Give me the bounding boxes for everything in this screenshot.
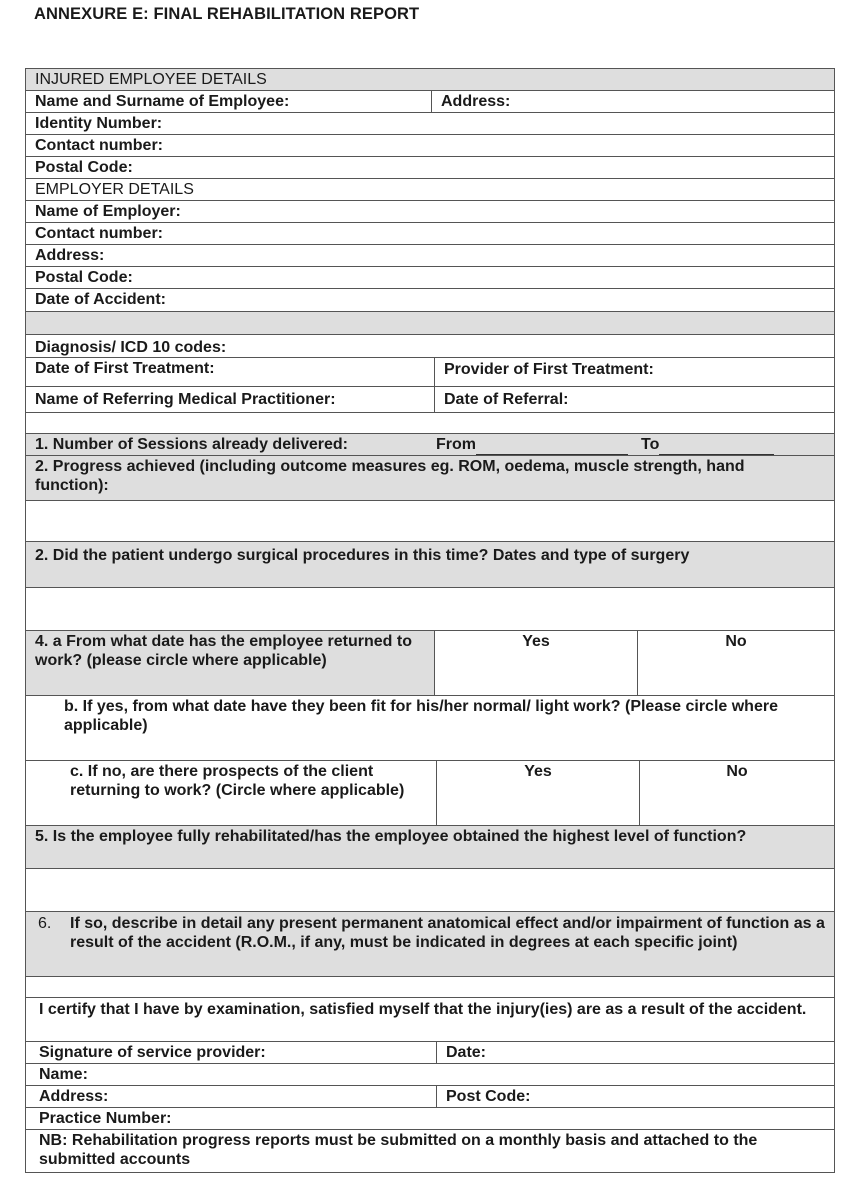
return-to-work-row xyxy=(25,630,835,696)
first-treatment-date-label: Date of First Treatment: xyxy=(35,360,215,377)
employee-name-label: Name and Surname of Employee: xyxy=(35,93,290,110)
employee-id-label: Identity Number: xyxy=(35,115,163,132)
impairment-question-row xyxy=(25,911,835,977)
employee-address-field[interactable] xyxy=(431,91,834,112)
referral-row xyxy=(25,386,835,413)
spacer-row xyxy=(25,311,835,335)
return-yes-label: Yes xyxy=(522,633,550,650)
provider-name-label: Name: xyxy=(39,1066,88,1083)
provider-name-row[interactable] xyxy=(25,1063,835,1086)
progress-question-row xyxy=(25,455,835,501)
nb-row xyxy=(25,1129,835,1173)
employee-id-row[interactable] xyxy=(25,112,835,135)
certification-date-label: Date: xyxy=(446,1044,487,1061)
employee-address-label: Address: xyxy=(441,93,511,110)
signature-field[interactable] xyxy=(26,1042,436,1063)
return-yes-option[interactable] xyxy=(434,631,637,695)
impairment-number: 6. xyxy=(38,915,52,932)
certification-statement: I certify that I have by examination, satisfied myself that the injury(ies) are as a result of the accident. xyxy=(39,1001,807,1018)
surgery-answer-row[interactable] xyxy=(25,587,835,631)
progress-question: 2. Progress achieved (including outcome measures eg. ROM, oedema, muscle strength, hand function): xyxy=(35,458,745,494)
sessions-from-blank[interactable] xyxy=(476,435,628,455)
fit-for-work-question: b. If yes, from what date have they been fit for his/her normal/ light work? (Please circle where applicable) xyxy=(64,698,778,734)
prospects-no-label: No xyxy=(726,763,748,780)
employer-name-row[interactable] xyxy=(25,200,835,223)
sessions-to-blank[interactable] xyxy=(659,435,774,455)
provider-address-field[interactable] xyxy=(26,1086,436,1107)
employer-contact-label: Contact number: xyxy=(35,225,163,242)
employer-postal-label: Postal Code: xyxy=(35,269,133,286)
prospects-row xyxy=(25,760,835,826)
post-code-label: Post Code: xyxy=(446,1088,531,1105)
page-title: ANNEXURE E: FINAL REHABILITATION REPORT xyxy=(34,5,420,23)
employer-address-label: Address: xyxy=(35,247,105,264)
referring-practitioner-field[interactable] xyxy=(26,387,434,412)
progress-answer-row[interactable] xyxy=(25,500,835,542)
referring-practitioner-label: Name of Referring Medical Practitioner: xyxy=(35,391,336,408)
signature-label: Signature of service provider: xyxy=(39,1044,266,1061)
employer-address-row[interactable] xyxy=(25,244,835,267)
return-no-label: No xyxy=(725,633,747,650)
accident-date-label: Date of Accident: xyxy=(35,291,166,308)
certification-row xyxy=(25,997,835,1042)
employer-name-label: Name of Employer: xyxy=(35,203,181,220)
practice-number-label: Practice Number: xyxy=(39,1110,172,1127)
employer-postal-row[interactable] xyxy=(25,266,835,289)
return-to-work-label: 4. a From what date has the employee returned to work? (please circle where applicable) xyxy=(35,633,412,669)
prospects-no-option[interactable] xyxy=(639,761,834,825)
diagnosis-row[interactable] xyxy=(25,334,835,358)
employee-contact-row[interactable] xyxy=(25,134,835,157)
employee-name-field[interactable] xyxy=(26,91,431,112)
sessions-row xyxy=(25,433,835,456)
first-treatment-row xyxy=(25,357,835,387)
impairment-label: If so, describe in detail any present permanent anatomical effect and/or impairment of function as a result of the accident (R.O.M., if any, must be indicated in degrees at each specific joint) xyxy=(70,915,825,951)
referral-date-field[interactable] xyxy=(434,387,834,412)
sessions-to xyxy=(641,435,774,455)
prospects-yes-label: Yes xyxy=(524,763,552,780)
prospects-question: c. If no, are there prospects of the client returning to work? (Circle where applicable) xyxy=(70,763,405,799)
sessions-question xyxy=(26,434,834,455)
employee-postal-label: Postal Code: xyxy=(35,159,133,176)
employer-contact-row[interactable] xyxy=(25,222,835,245)
diagnosis-label: Diagnosis/ ICD 10 codes: xyxy=(35,339,227,356)
rehabilitated-question: 5. Is the employee fully rehabilitated/has the employee obtained the highest level of function? xyxy=(35,828,747,845)
first-treatment-provider-label: Provider of First Treatment: xyxy=(444,361,654,378)
practice-number-row[interactable] xyxy=(25,1107,835,1130)
impairment-answer-row[interactable] xyxy=(25,976,835,998)
employee-contact-label: Contact number: xyxy=(35,137,163,154)
employee-heading-label: INJURED EMPLOYEE DETAILS xyxy=(35,71,267,88)
provider-address-row xyxy=(25,1085,835,1108)
rehabilitated-answer-row[interactable] xyxy=(25,868,835,912)
first-treatment-date-field[interactable] xyxy=(26,358,434,386)
post-code-field[interactable] xyxy=(436,1086,834,1107)
employee-name-row xyxy=(25,90,835,113)
surgery-question: 2. Did the patient undergo surgical procedures in this time? Dates and type of surgery xyxy=(35,547,690,564)
provider-address-label: Address: xyxy=(39,1088,109,1105)
fit-for-work-row[interactable] xyxy=(25,695,835,761)
impairment-question xyxy=(26,912,834,976)
return-no-option[interactable] xyxy=(637,631,834,695)
employee-postal-row[interactable] xyxy=(25,156,835,179)
sessions-from-label: From xyxy=(436,436,476,453)
rehabilitated-question-row xyxy=(25,825,835,869)
sessions-label: 1. Number of Sessions already delivered: xyxy=(35,436,349,453)
first-treatment-provider-field[interactable] xyxy=(434,358,834,386)
blank-row xyxy=(25,412,835,434)
sessions-to-label: To xyxy=(641,436,660,453)
referral-date-label: Date of Referral: xyxy=(444,391,569,408)
employer-section-heading xyxy=(25,178,835,201)
signature-row xyxy=(25,1041,835,1064)
return-to-work-question xyxy=(26,631,434,695)
employer-heading-label: EMPLOYER DETAILS xyxy=(35,181,194,198)
sessions-from xyxy=(436,435,628,455)
certification-date-field[interactable] xyxy=(436,1042,834,1063)
nb-note: NB: Rehabilitation progress reports must be submitted on a monthly basis and attached to the submitted accounts xyxy=(39,1132,758,1168)
surgery-question-row xyxy=(25,541,835,588)
prospects-yes-option[interactable] xyxy=(436,761,639,825)
accident-date-row[interactable] xyxy=(25,288,835,312)
employee-section-heading xyxy=(25,68,835,91)
